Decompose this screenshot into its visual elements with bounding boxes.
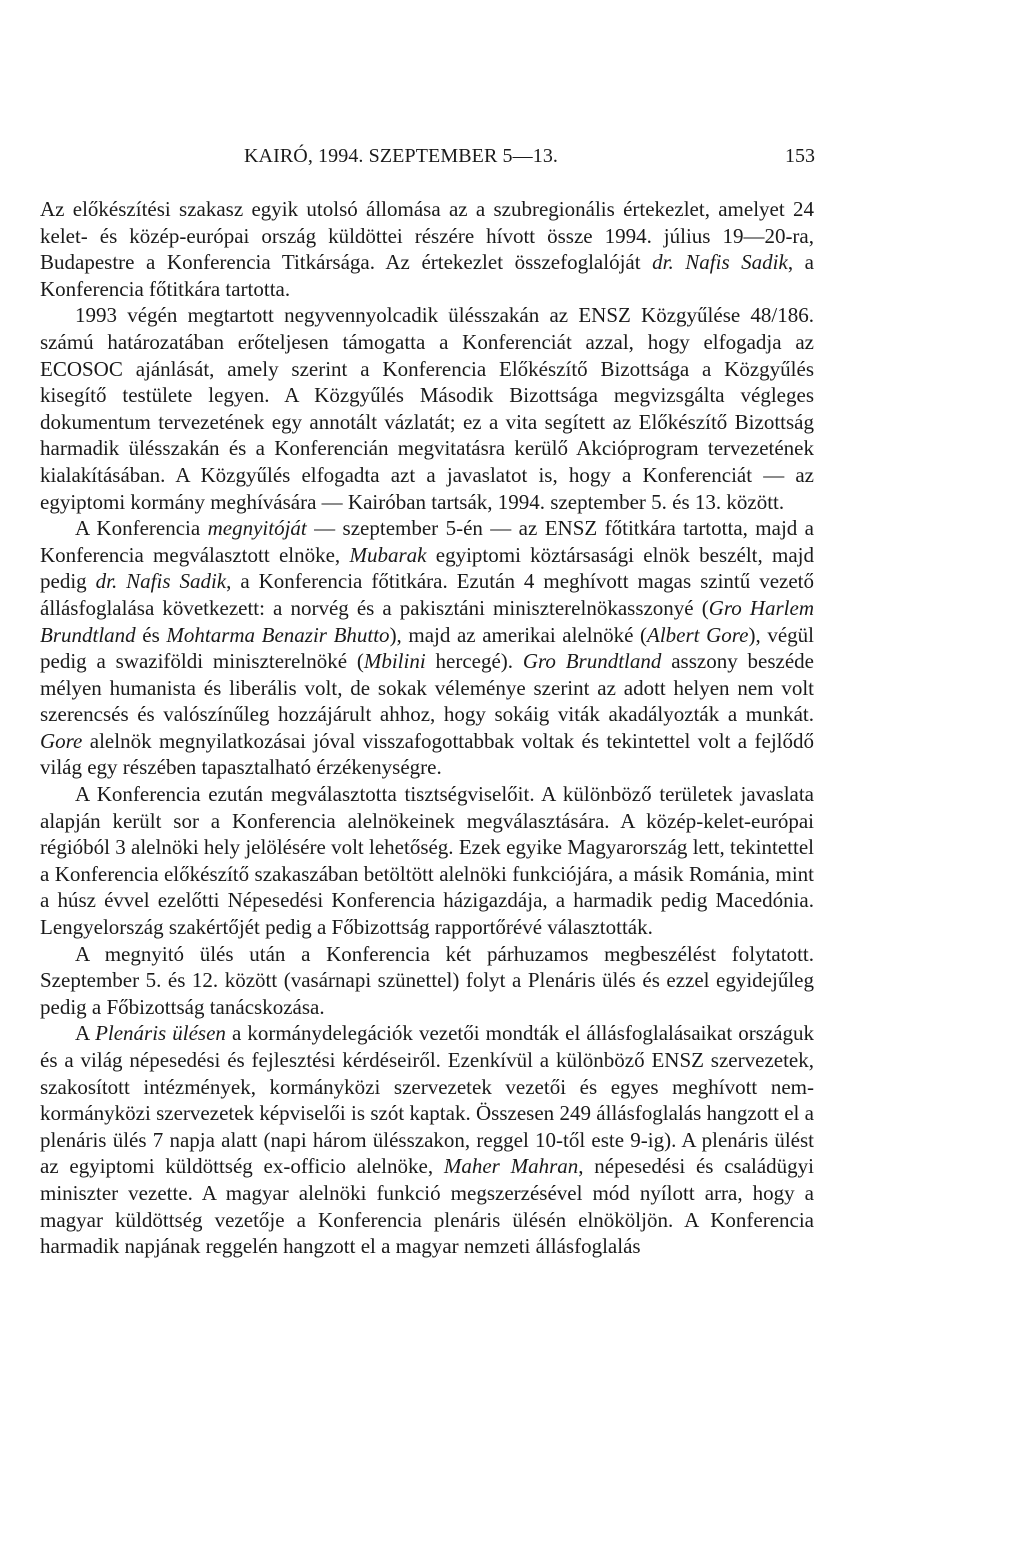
paragraph: Az előkészítési szakasz egyik utolsó állomása az a szubregionális értekezlet, amelyet 24 kelet- és közép-európai ország küldöttei részére hívott össze 1994. július 19—20-ra, Budapestre a Konferencia Titkársága. Az értekezlet összefoglalóját dr. Nafis Sadik, a Konferencia főtitkára tartotta. [40,197,814,301]
paragraph: A Konferencia megnyitóját — szeptember 5-én — az ENSZ főtitkára tartotta, majd a Konferencia megválasztott elnöke, Mubarak egyiptomi köztársasági elnök beszélt, majd pedig dr. Nafis Sadik, a Konferencia főtitkára. Ezután 4 meghívott magas szintű vezető állásfoglalása következett: a norvég és a pakisztáni miniszterelnökasszonyé (Gro Harlem Brundtland és Mohtarma Benazir Bhutto), majd az amerikai alelnöké (Albert Gore), végül pedig a swaziföldi miniszterelnöké (Mbilini hercegé). Gro Brundtland asszony beszéde mélyen humanista és liberális volt, de sokak véleménye szerint az adott helyen nem volt szerencsés és valószínűleg hozzájárult ahhoz, hogy sokáig viták akadályozták a munkát. Gore alelnök megnyilatkozásai jóval visszafogottabbak voltak és tekintettel volt a fejlődő világ egy részében tapasztalható érzékenységre. [40,516,815,780]
paragraph: A Konferencia ezután megválasztotta tisztségviselőit. A különböző területek javaslata alapján került sor a Konferencia alelnökeinek megválasztására. A közép-kelet-európai régióból 3 alelnöki hely jelölésére volt lehetőség. Ezek egyike Magyarország lett, tekintettel a Konferencia előkészítő szakaszában betöltött alelnöki funkciójára, a másik Románia, mint a húsz évvel ezelőtti Népesedési Konferencia házigazdája, a harmadik pedig Macedónia. Lengyelország szakértőjét pedig a Főbizottság rapportőrévé választották. [40,782,814,940]
paragraph: A Plenáris ülésen a kormánydelegációk vezetői mondták el állásfoglalásaikat országuk és a világ népesedési és fejlesztési kérdéseiről. Ezenkívül a különböző ENSZ szervezetek, szakosított intézmények, kormányközi szervezetek vezetői és egyes meghívott nem-kormányközi szervezetek képviselői is szót kaptak. Összesen 249 állásfoglalás hangzott el a plenáris ülés 7 napja alatt (napi három ülésszakon, reggel 10-től este 9-ig). A plenáris ülést az egyiptomi küldöttség ex-officio alelnöke, Maher Mahran, népesedési és családügyi miniszter vezette. A magyar alelnöki funkció megszerzésével mód nyílott arra, hogy a magyar küldöttség vezetője a Konferencia plenáris ülésén elnököljön. A Konferencia harmadik napjának reggelén hangzott el a magyar nemzeti állásfoglalás [40,1021,815,1259]
paragraph: A megnyitó ülés után a Konferencia két párhuzamos megbeszélést folytatott. Szeptember 5. és 12. között (vasárnapi szünettel) folyt a Plenáris ülés és ezzel egyidejűleg pedig a Főbizottság tanácskozása. [40,941,814,1019]
running-head: KAIRÓ, 1994. SZEPTEMBER 5—13. [244,145,559,167]
body-text [40,196,814,1260]
page-header [244,143,815,169]
paragraph: 1993 végén megtartott negyvennyolcadik ülésszakán az ENSZ Közgyűlése 48/186. számú határozatában erőteljesen támogatta a Konferenciát azzal, hogy elfogadja az ECOSOC ajánlását, amely szerint a Konferencia Előkészítő Bizottsága a Közgyűlés kisegítő testülete legyen. A Közgyűlés Második Bizottsága megvizsgálta végleges dokumentum tervezetének egy annotált vázlatát; ez a vita segített az Előkészítő Bizottság harmadik ülésszakán és a Konferencián megvitatásra kerülő Akcióprogram tervezetének kialakításában. A Közgyűlés elfogadta azt a javaslatot is, hogy a Konferenciát — az egyiptomi kormány meghívására — Kairóban tartsák, 1994. szeptember 5. és 13. között. [40,303,814,514]
page-number: 153 [785,145,815,167]
